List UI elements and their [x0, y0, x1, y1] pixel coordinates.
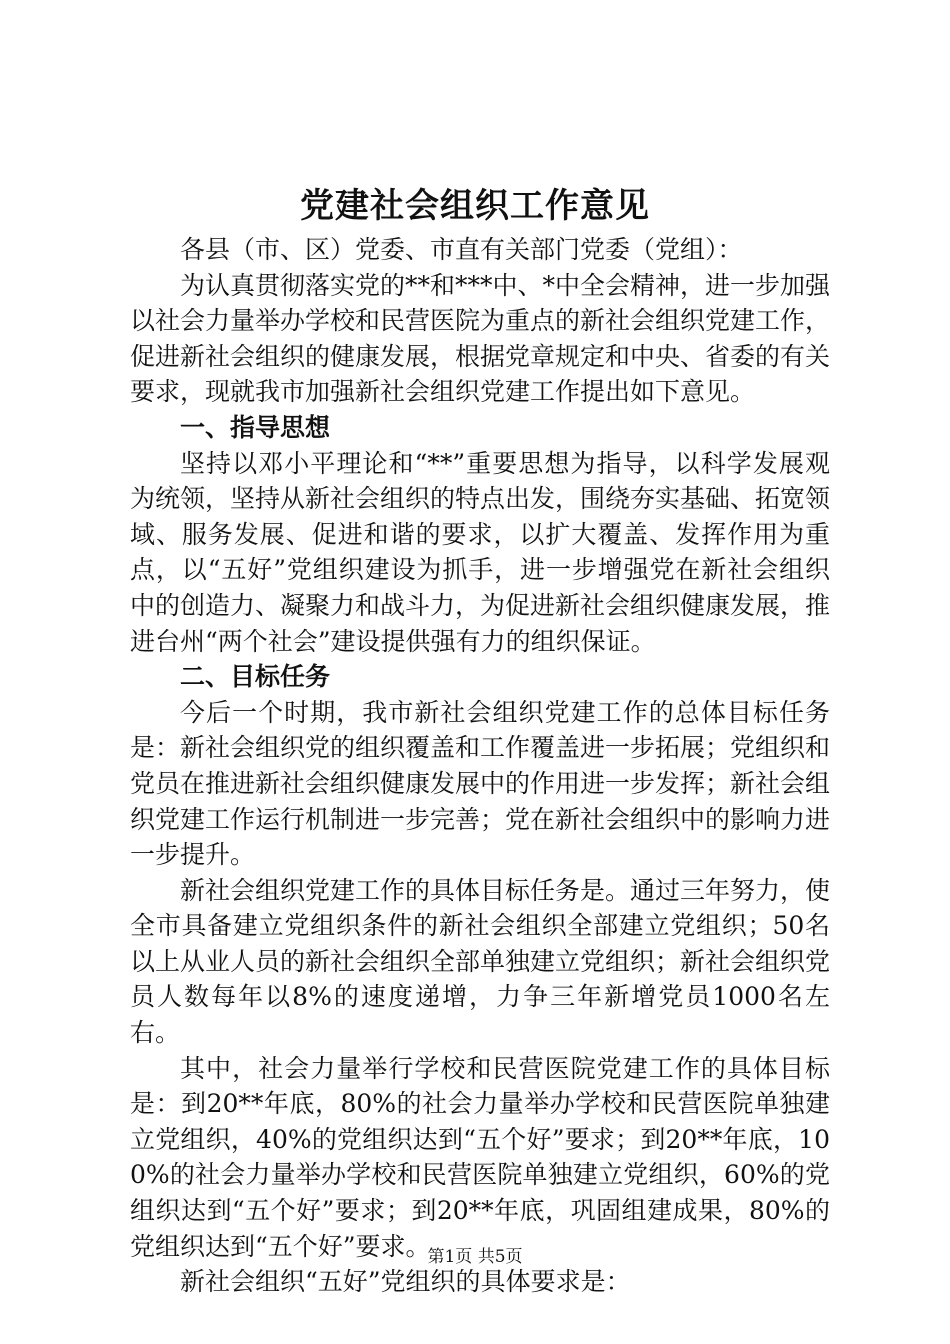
section-heading-goals: 二、目标任务	[180, 662, 331, 692]
paragraph-guiding-ideology: 坚持以邓小平理论和“**”重要思想为指导，以科学发展观为统领，坚持从新社会组织的特点出发，围绕夯实基础、拓宽领域、服务发展、促进和谐的要求，以扩大覆盖、发挥作用为重点，以“五好”党组织建设为抓手，进一步增强党在新社会组织中的创造力、凝聚力和战斗力，为促进新社会组织健康发展，推进台州“两个社会”建设提供强有力的组织保证。	[130, 448, 831, 656]
paragraph-overall-goals: 今后一个时期，我市新社会组织党建工作的总体目标任务是：新社会组织党的组织覆盖和工作覆盖进一步拓展；党组织和党员在推进新社会组织健康发展中的作用进一步发挥；新社会组织党建工作运行机制进一步完善；党在新社会组织中的影响力进一步提升。	[130, 697, 831, 870]
salutation: 各县（市、区）党委、市直有关部门党委（党组）：	[180, 235, 743, 264]
paragraph-specific-goals: 新社会组织党建工作的具体目标任务是。通过三年努力，使全市具备建立党组织条件的新社会组织全部建立党组织；50名以上从业人员的新社会组织全部单独建立党组织；新社会组织党员人数每年以8%的速度递增，力争三年新增党员1000名左右。	[130, 875, 831, 1048]
document-title: 党建社会组织工作意见	[300, 186, 650, 226]
document-body	[130, 232, 830, 1300]
section-heading-guiding-ideology: 一、指导思想	[180, 412, 331, 442]
paragraph-five-good-requirements: 新社会组织“五好”党组织的具体要求是：	[180, 1267, 631, 1297]
paragraph-school-hospital-goals: 其中，社会力量举行学校和民营医院党建工作的具体目标是：到20**年底，80%的社会力量举办学校和民营医院单独建立党组织，40%的党组织达到“五个好”要求；到20**年底，100%的社会力量举办学校和民营医院单独建立党组织，60%的党组织达到“五个好”要求；到20**年底，巩固组建成果，80%的党组织达到“五个好”要求。	[130, 1053, 830, 1261]
page-footer: 第1页 共5页	[427, 1247, 523, 1267]
paragraph-intro: 为认真贯彻落实党的**和***中、*中全会精神，进一步加强以社会力量举办学校和民营医院为重点的新社会组织党建工作，促进新社会组织的健康发展，根据党章规定和中央、省委的有关要求，现就我市加强新社会组织党建工作提出如下意见。	[130, 270, 831, 407]
